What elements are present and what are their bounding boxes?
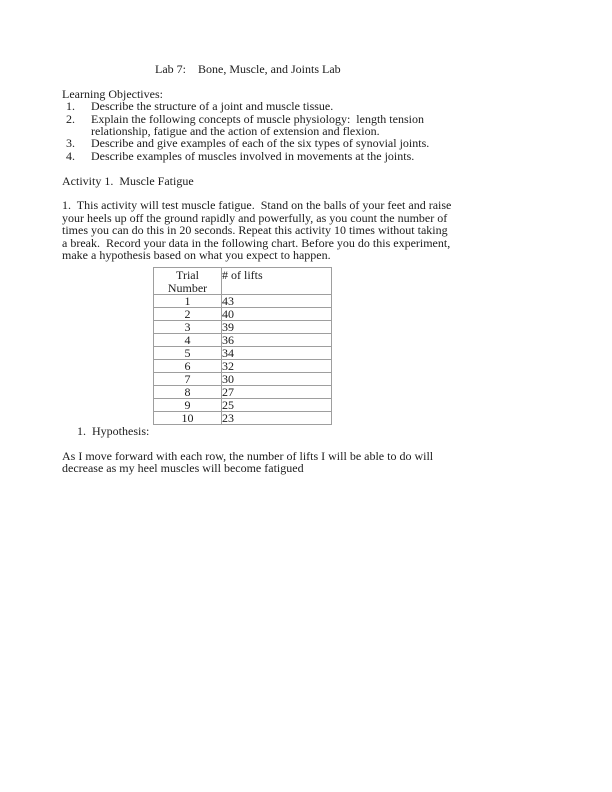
document-content [62,63,455,475]
trial-number-cell: 9 [154,399,222,412]
lifts-cell: 39 [222,321,332,334]
hypothesis-text: As I move forward with each row, the number of lifts I will be able to do will decrease as my heel muscles will become fatigued [62,448,437,476]
trial-number-cell: 8 [154,386,222,399]
lifts-cell: 30 [222,373,332,386]
activity-heading: Activity 1. Muscle Fatigue [62,173,194,188]
table-header-row [154,268,332,295]
objective-number: 4. [66,148,75,163]
trial-number-cell: 2 [154,308,222,321]
objective-text: Explain the following concepts of muscle physiology: length tension relationship, fatigue and the action of extension and flexion. [91,111,427,139]
table-row [154,334,332,347]
lifts-cell: 40 [222,308,332,321]
lifts-header: # of lifts [222,268,332,295]
hypothesis-label: 1. Hypothesis: [77,424,150,439]
objective-text: Describe and give examples of each of the six types of synovial joints. [91,136,430,151]
objective-item [62,150,455,162]
trial-number-header-text: Trial Number [167,268,208,295]
objective-number: 3. [66,136,75,151]
learning-objectives-heading: Learning Objectives: [62,86,163,101]
page-title [62,63,455,75]
spacer [62,437,455,449]
objective-item [62,137,455,149]
table-row [154,373,332,386]
trial-number-cell: 1 [154,295,222,308]
lifts-cell: 36 [222,334,332,347]
table-row [154,399,332,412]
lifts-cell: 34 [222,347,332,360]
lifts-cell: 25 [222,399,332,412]
table-row [154,321,332,334]
page-title-label: Lab 7: [155,62,186,76]
lifts-cell: 43 [222,295,332,308]
trial-number-cell: 4 [154,334,222,347]
trial-number-cell: 10 [154,412,222,425]
trial-number-cell: 7 [154,373,222,386]
table-row [154,295,332,308]
objective-number: 2. [66,111,75,126]
table-row [154,308,332,321]
activity-paragraph: 1. This activity will test muscle fatigue. Stand on the balls of your feet and raise your heels up off the ground rapidly and powerfully, as you count the number of times you can do this in 20 seconds. Repeat this activity 10 times without taking a break. Record your data in the following chart. Before you do this experiment, make a hypothesis based on what you expect to happen. [62,198,455,263]
table-row [154,386,332,399]
trial-number-header [154,268,222,295]
table-row [154,412,332,425]
objective-text: Describe examples of muscles involved in movements at the joints. [91,148,415,163]
spacer [62,75,455,87]
objective-text: Describe the structure of a joint and muscle tissue. [91,99,334,114]
table-row [154,347,332,360]
lifts-cell: 32 [222,360,332,373]
trial-number-cell: 3 [154,321,222,334]
lifts-cell: 27 [222,386,332,399]
page-title-text: Bone, Muscle, and Joints Lab [198,62,341,76]
lifts-cell: 23 [222,412,332,425]
trial-number-cell: 6 [154,360,222,373]
trial-data-table [153,267,332,425]
objective-number: 1. [66,99,75,114]
objective-item [62,113,455,138]
table-row [154,360,332,373]
data-table-container [153,267,455,425]
trial-number-cell: 5 [154,347,222,360]
spacer [62,162,455,174]
objective-item [62,100,455,112]
